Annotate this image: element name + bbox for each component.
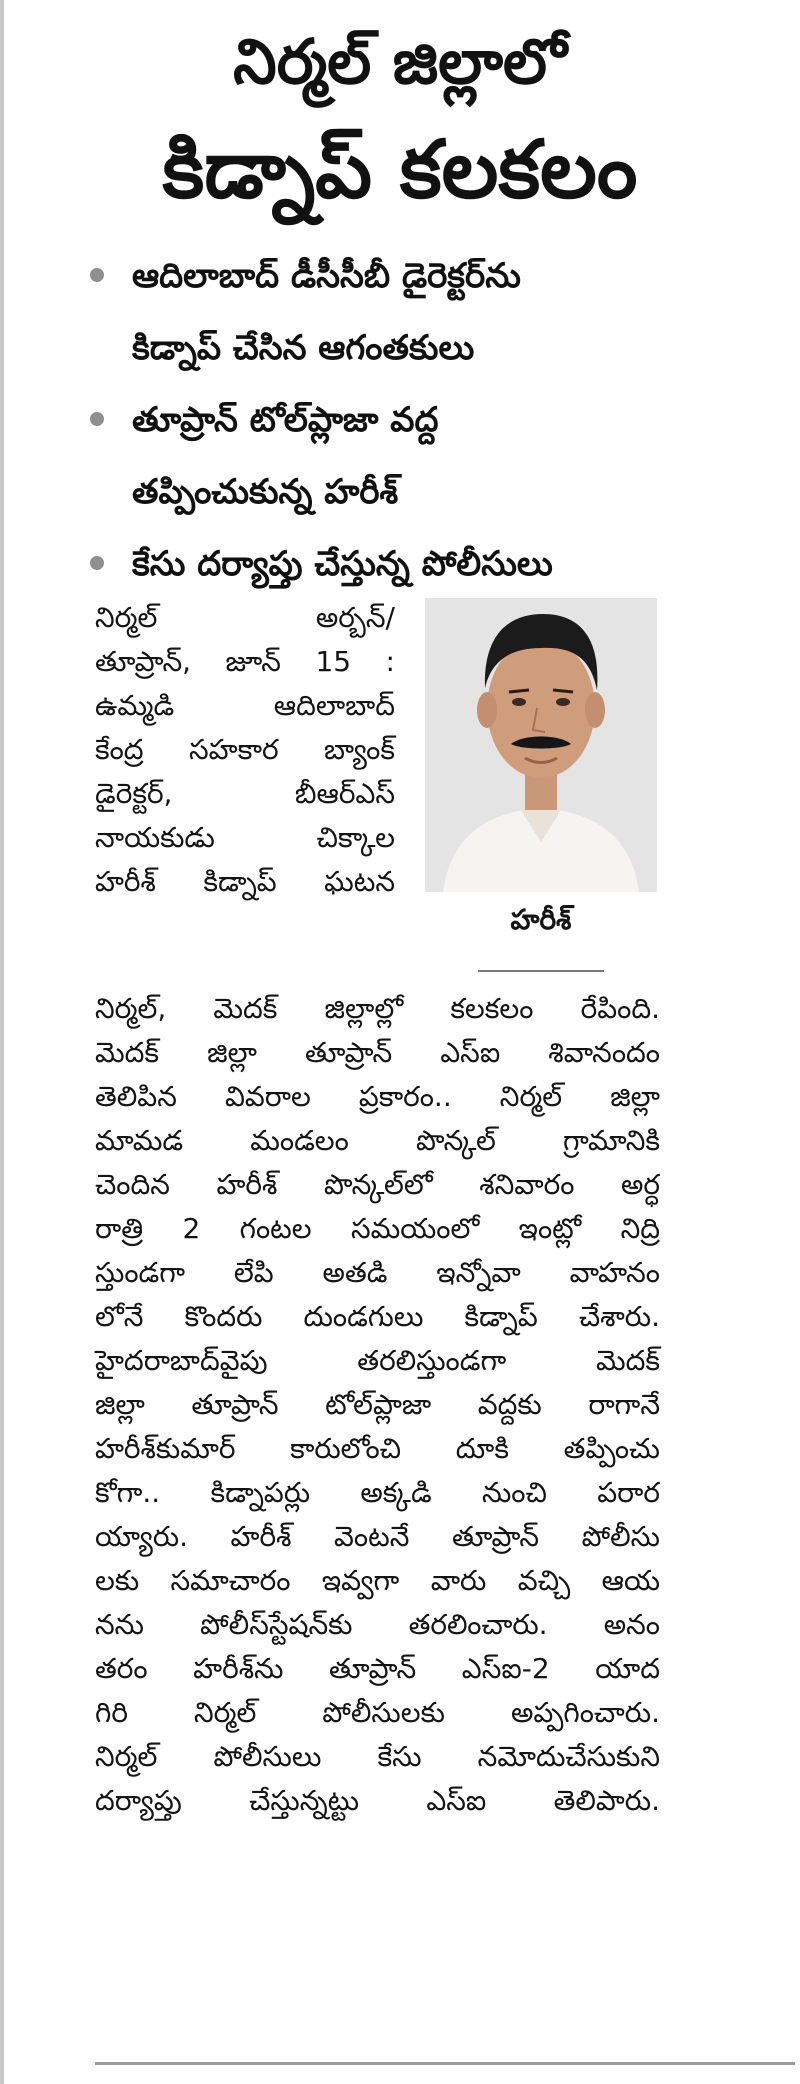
bullet-dot-icon <box>90 268 104 282</box>
article-line: తూప్రాన్, జూన్ 15 : <box>95 645 395 678</box>
article-line: నను పోలీస్‌స్టేషన్‌కు తరలించారు. అనం <box>95 1608 660 1641</box>
photo-caption: హరీశ్ <box>510 903 572 936</box>
article-line: లోనే కొందరు దుండగులు కిడ్నాప్ చేశారు. <box>95 1300 660 1333</box>
article-line: దర్యాప్తు చేస్తున్నట్టు ఎస్ఐ తెలిపారు. <box>95 1784 660 1817</box>
bullet-dot-icon <box>90 556 104 570</box>
headline-line-1: నిర్మల్ జిల్లాలో <box>233 25 567 98</box>
bullet-line: తప్పించుకున్న హరీశ్ <box>132 472 399 512</box>
article-line: కేంద్ర సహకార బ్యాంక్ <box>95 733 395 766</box>
article-line: నిర్మల్, మెదక్ జిల్లాల్లో కలకలం రేపింది. <box>95 992 660 1025</box>
article-intro <box>95 596 395 904</box>
caption-divider <box>478 970 604 972</box>
bullet-line: కేసు దర్యాప్తు చేస్తున్న పోలీసులు <box>132 544 553 584</box>
article-line: మెదక్ జిల్లా తూప్రాన్ ఎస్ఐ శివానందం <box>95 1036 660 1069</box>
page-left-edge <box>0 0 4 2084</box>
article-line: తెలిపిన వివరాల ప్రకారం.. నిర్మల్ జిల్లా <box>95 1080 660 1113</box>
article-line: మామడ మండలం పొన్కల్ గ్రామానికి <box>95 1124 660 1157</box>
article-line: నాయకుడు చిక్కాల <box>95 821 395 854</box>
portrait-image <box>425 598 657 892</box>
article-line: స్తుండగా లేపి అతడి ఇన్నోవా వాహనం <box>95 1256 660 1289</box>
bullet-line: తూప్రాన్ టోల్‌ప్లాజా వద్ద <box>132 400 439 440</box>
article-line: హరీశ్‌కుమార్ కారులోంచి దూకి తప్పించు <box>95 1432 660 1465</box>
article-line: డైరెక్టర్, బీఆర్ఎస్ <box>95 777 395 810</box>
article-line: నిర్మల్ పోలీసులు కేసు నమోదుచేసుకుని <box>95 1740 660 1773</box>
article-line: హైదరాబాద్‌వైపు తరలిస్తుండగా మెదక్ <box>95 1344 660 1377</box>
bullet-dot-icon <box>90 412 104 426</box>
bottom-divider <box>95 2062 795 2065</box>
article-line: ఉమ్మడి ఆదిలాబాద్ <box>95 689 395 722</box>
article-line: కోగా.. కిడ్నాపర్లు అక్కడి నుంచి పరార <box>95 1476 660 1509</box>
bullet-point <box>90 240 780 384</box>
article-line: చెందిన హరీశ్ పొన్కల్‌లో శనివారం అర్ధ <box>95 1168 660 1201</box>
bullet-line: ఆదిలాబాద్ డీసీసీబీ డైరెక్టర్‌ను <box>132 256 521 296</box>
headline-line-2: కిడ్నాప్ కలకలం <box>162 123 638 216</box>
article-line: హరీశ్ కిడ్నాప్ ఘటన <box>95 865 395 898</box>
article-line: లకు సమాచారం ఇవ్వగా వారు వచ్చి ఆయ <box>95 1564 660 1597</box>
bullet-line: కిడ్నాప్ చేసిన ఆగంతకులు <box>132 328 475 368</box>
article-line: జిల్లా తూప్రాన్ టోల్‌ప్లాజా వద్దకు రాగానే <box>95 1388 660 1421</box>
portrait-photo <box>425 598 657 892</box>
article-line: నిర్మల్ అర్బన్/ <box>95 601 395 634</box>
article-line: తరం హరీశ్‌ను తూప్రాన్ ఎస్ఐ-2 యాద <box>95 1652 660 1685</box>
bullet-point <box>90 528 780 600</box>
article-body <box>95 987 660 1823</box>
bullet-point <box>90 384 780 528</box>
bullet-points <box>90 240 780 600</box>
article-line: గిరి నిర్మల్ పోలీసులకు అప్పగించారు. <box>95 1696 660 1729</box>
article-line: రాత్రి 2 గంటల సమయంలో ఇంట్లో నిద్రి <box>95 1212 660 1245</box>
article-line: య్యారు. హరీశ్ వెంటనే తూప్రాన్ పోలీసు <box>95 1520 660 1553</box>
